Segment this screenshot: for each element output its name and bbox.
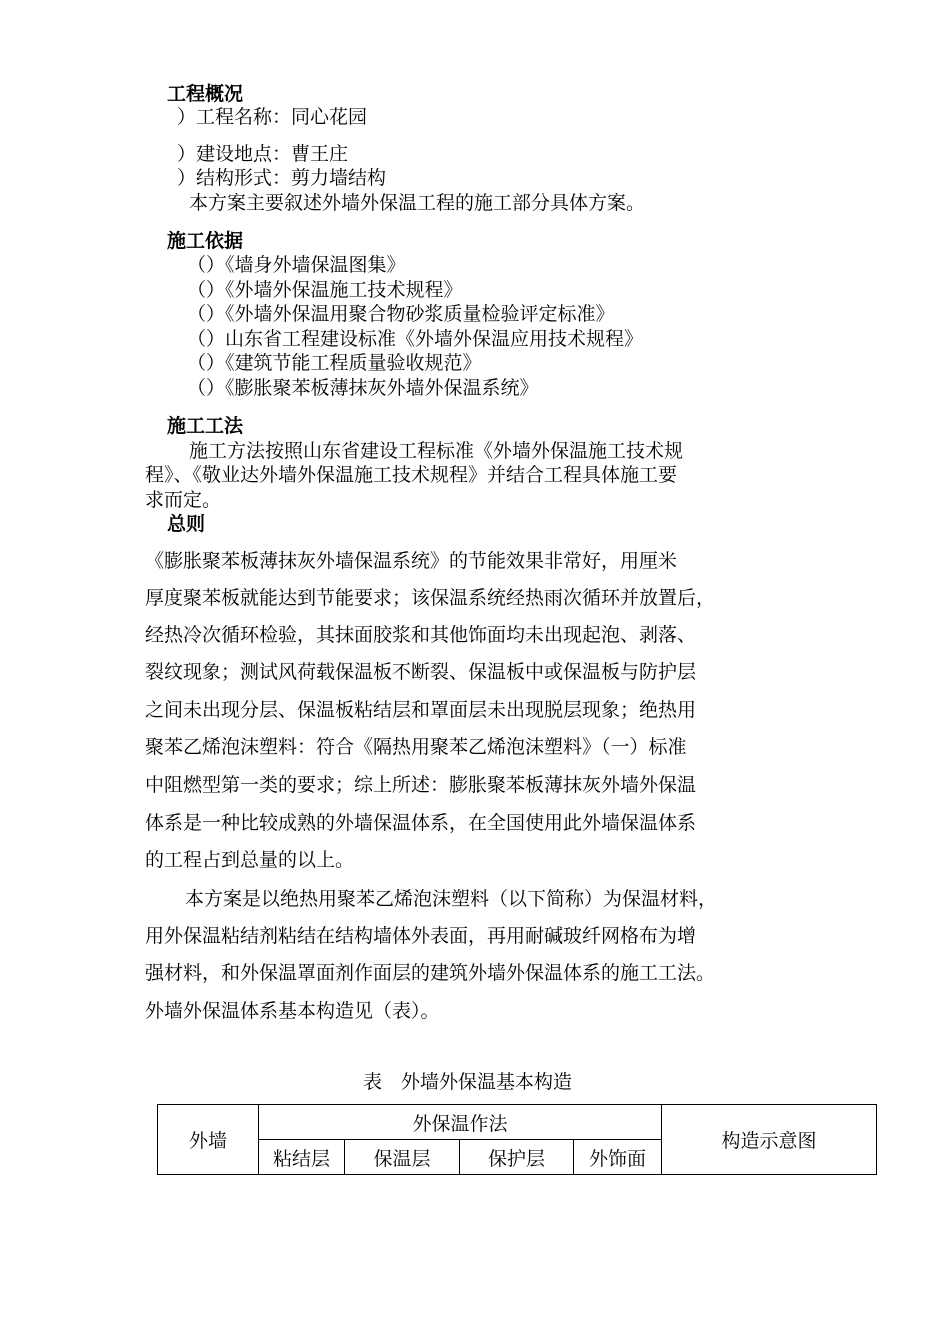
general-para1-line: 裂纹现象；测试风荷载保温板不断裂、保温板中或保温板与防护层 — [145, 661, 697, 683]
section-heading-general: 总则 — [167, 513, 206, 535]
method-line: 施工方法按照山东省建设工程标准《外墙外保温施工技术规 — [189, 440, 684, 462]
basis-item: （）《膨胀聚苯板薄抹灰外墙外保温系统》 — [187, 377, 539, 399]
basis-item: （）《外墙外保温用聚合物砂浆质量检验评定标准》 — [187, 303, 615, 325]
basis-item: （）《外墙外保温施工技术规程》 — [187, 279, 463, 301]
basis-item: （）山东省工程建设标准《外墙外保温应用技术规程》 — [187, 328, 644, 350]
general-para2-line: 外墙外保温体系基本构造见（表）。 — [145, 1000, 440, 1022]
general-para1-line: 的工程占到总量的以上。 — [145, 849, 355, 871]
general-para1-line: 体系是一种比较成熟的外墙保温体系，在全国使用此外墙保温体系 — [145, 812, 697, 834]
section-heading-overview: 工程概况 — [167, 83, 244, 105]
general-para1-line: 之间未出现分层、保温板粘结层和罩面层未出现脱层现象；绝热用 — [145, 699, 697, 721]
table-header-diagram: 构造示意图 — [662, 1105, 877, 1175]
general-para1-line: 经热冷次循环检验，其抹面胶浆和其他饰面均未出现起泡、剥落、 — [145, 624, 697, 646]
method-line: 求而定。 — [145, 489, 222, 511]
general-para1-line: 中阻燃型第一类的要求；综上所述：膨胀聚苯板薄抹灰外墙外保温 — [145, 774, 697, 796]
overview-summary: 本方案主要叙述外墙外保温工程的施工部分具体方案。 — [189, 192, 646, 214]
table-caption: 表 外墙外保温基本构造 — [363, 1071, 573, 1093]
table-header-method-group: 外保温作法 — [259, 1105, 662, 1140]
structure-table — [157, 1104, 877, 1175]
table-subheader-protection: 保护层 — [460, 1140, 574, 1175]
section-heading-method: 施工工法 — [167, 415, 244, 437]
basis-item: （）《墙身外墙保温图集》 — [187, 254, 406, 276]
basis-item: （）《建筑节能工程质量验收规范》 — [187, 352, 482, 374]
overview-item-location: ）建设地点：曹王庄 — [177, 143, 349, 165]
table-subheader-insulation: 保温层 — [345, 1140, 460, 1175]
table-subheader-finish: 外饰面 — [574, 1140, 662, 1175]
general-para2-line: 本方案是以绝热用聚苯乙烯泡沫塑料（以下简称）为保温材料， — [185, 888, 718, 910]
general-para1-line: 聚苯乙烯泡沫塑料：符合《隔热用聚苯乙烯泡沫塑料》（一）标准 — [145, 736, 687, 758]
method-line: 程》、《敬业达外墙外保温施工技术规程》并结合工程具体施工要 — [145, 464, 678, 486]
overview-item-structure: ）结构形式：剪力墙结构 — [177, 167, 387, 189]
general-para2-line: 强材料，和外保温罩面剂作面层的建筑外墙外保温体系的施工工法。 — [145, 962, 716, 984]
section-heading-basis: 施工依据 — [167, 230, 244, 252]
general-para1-line: 《膨胀聚苯板薄抹灰外墙保温系统》的节能效果非常好，用厘米 — [145, 550, 678, 572]
general-para1-line: 厚度聚苯板就能达到节能要求；该保温系统经热雨次循环并放置后， — [145, 587, 716, 609]
overview-item-name: ）工程名称：同心花园 — [177, 106, 368, 128]
table-header-wall: 外墙 — [158, 1105, 259, 1175]
general-para2-line: 用外保温粘结剂粘结在结构墙体外表面，再用耐碱玻纤网格布为增 — [145, 925, 697, 947]
table-subheader-bonding: 粘结层 — [259, 1140, 345, 1175]
